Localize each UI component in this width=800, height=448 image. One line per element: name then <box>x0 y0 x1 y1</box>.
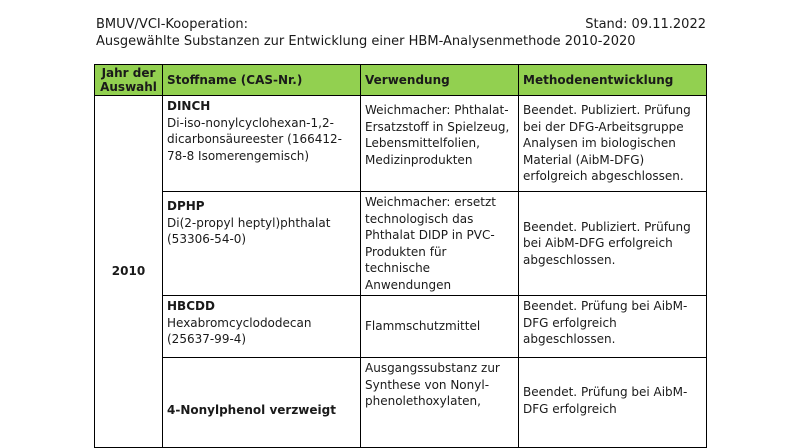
document-date: Stand: 09.11.2022 <box>585 17 706 32</box>
table-row <box>95 96 707 192</box>
document-header-subtitle: Ausgewählte Substanzen zur Entwicklung einer HBM-Analysenmethode 2010-2020 <box>96 34 636 49</box>
method-cell: Beendet. Prüfung bei AibM-DFG erfolgreich <box>519 358 707 448</box>
table-row <box>95 358 707 448</box>
column-header-use: Verwendung <box>361 65 519 96</box>
substance-cell <box>163 96 361 192</box>
method-cell: Beendet. Publiziert. Prüfung bei AibM-DFG erfolgreich abgeschlossen. <box>519 192 707 296</box>
substance-name: HBCDD <box>167 299 215 313</box>
column-header-substance: Stoffname (CAS-Nr.) <box>163 65 361 96</box>
substance-details: Di(2-propyl heptyl)phthalat (53306-54-0) <box>167 215 331 246</box>
use-cell: Weichmacher: Phthalat-Ersatzstoff in Spielzeug, Lebensmittelfolien, Medizinprodukten <box>361 96 519 192</box>
year-cell: 2010 <box>95 96 163 448</box>
method-cell: Beendet. Prüfung bei AibM-DFG erfolgreich abgeschlossen. <box>519 296 707 358</box>
document-header-title: BMUV/VCI-Kooperation: <box>96 17 249 32</box>
substance-table <box>94 64 707 448</box>
substance-cell <box>163 358 361 448</box>
substance-name: DINCH <box>167 99 211 113</box>
use-cell: Flammschutzmittel <box>361 296 519 358</box>
table-row <box>95 192 707 296</box>
substance-cell <box>163 296 361 358</box>
substance-details: Di-iso-nonylcyclohexan-1,2-dicarbonsäureester (166412-78-8 Isomerengemisch) <box>167 115 342 163</box>
substance-name: DPHP <box>167 199 205 213</box>
column-header-method: Methodenentwicklung <box>519 65 707 96</box>
table-row <box>95 296 707 358</box>
substance-name: 4-Nonylphenol verzweigt <box>167 403 336 417</box>
method-cell: Beendet. Publiziert. Prüfung bei der DFG-Arbeitsgruppe Analysen im biologischen Material (AibM-DFG) erfolgreich abgeschlossen. <box>519 96 707 192</box>
substance-cell <box>163 192 361 296</box>
table-header-row <box>95 65 707 96</box>
use-cell: Ausgangssubstanz zur Synthese von Nonyl-phenolethoxylaten, <box>361 358 519 448</box>
use-cell: Weichmacher: ersetzt technologisch das Phthalat DIDP in PVC-Produkten für technische Anwendungen <box>361 192 519 296</box>
substance-details: Hexabromcyclododecan (25637-99-4) <box>167 315 312 346</box>
column-header-year: Jahr der Auswahl <box>95 65 163 96</box>
